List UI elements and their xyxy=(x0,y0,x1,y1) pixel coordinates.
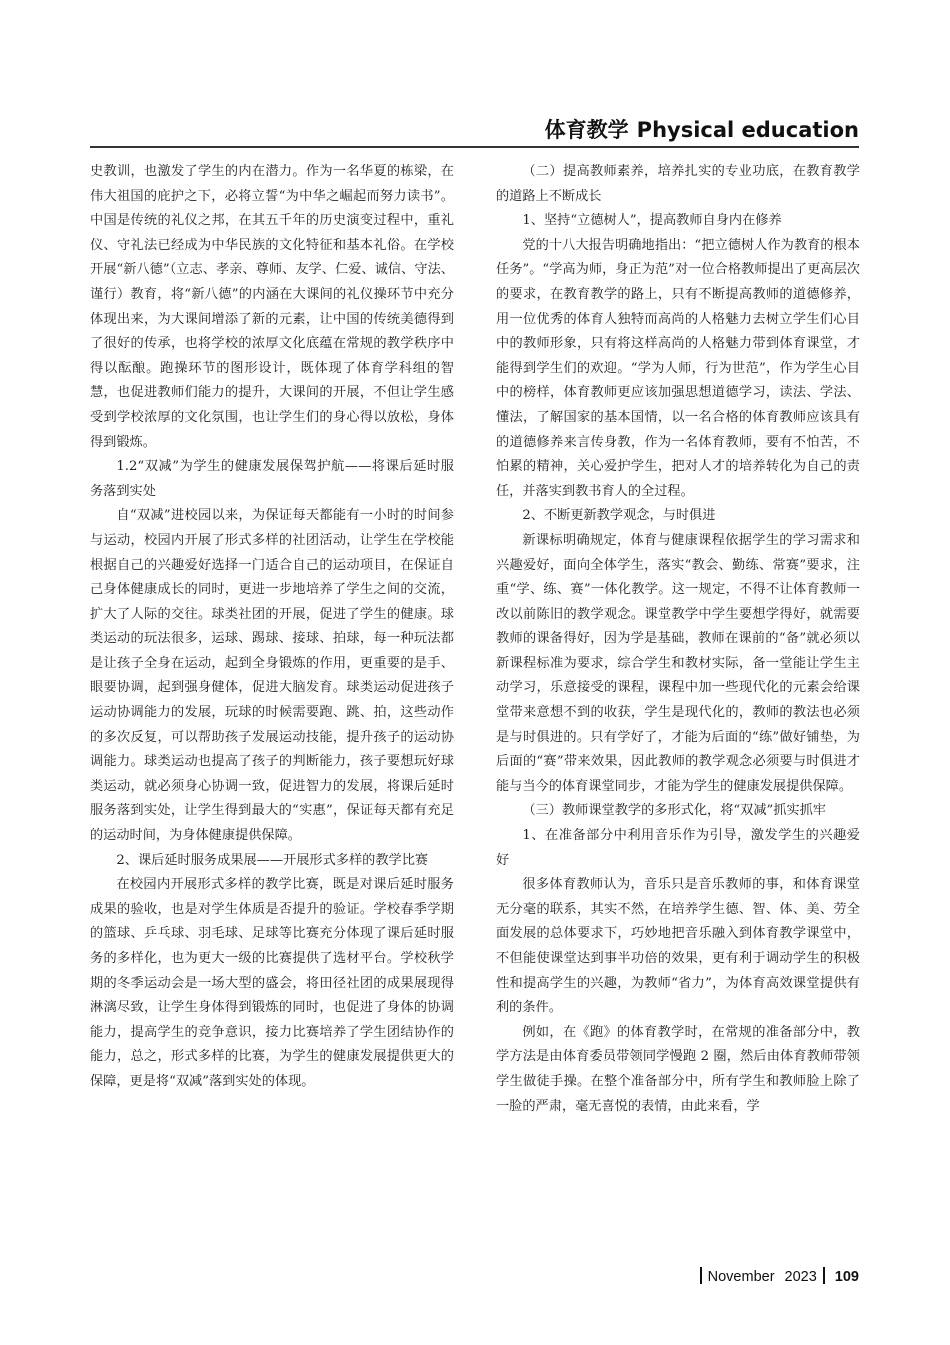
header-divider xyxy=(90,146,859,148)
paragraph: 史教训，也激发了学生的内在潜力。作为一名华夏的栋梁，在伟大祖国的庇护之下，必将立誓“为中华之崛起而努力读书”。中国是传统的礼仪之邦，在其五千年的历史演变过程中，重礼仪、守礼法已经成为中华民族的文化特征和基本礼俗。在学校开展“新八德”（立志、孝亲、尊师、友学、仁爱、诚信、守法、谨行）教育，将“新八德”的内涵在大课间的礼仪操环节中充分体现出来，为大课间增添了新的元素，让中国的传统美德得到了很好的传承，也将学校的浓厚文化底蕴在常规的教学秩序中得以酝酿。跑操环节的图形设计，既体现了体育学科组的智慧，也促进教师们能力的提升，大课间的开展，不但让学生感受到学校浓厚的文化氛围，也让学生们的身心得以放松，身体得到锻炼。 xyxy=(90,164,454,450)
section-heading: 1.2“双减”为学生的健康发展保驾护航——将课后延时服务落到实处 xyxy=(90,459,454,499)
footer-month: November xyxy=(707,1269,775,1285)
paragraph: 党的十八大报告明确地指出：“把立德树人作为教育的根本任务”。“学高为师，身正为范”对一位合格教师提出了更高层次的要求，在教育教学的路上，只有不断提高教师的道德修养，用一位优秀的体育人独特而高尚的人格魅力去树立学生们心目中的教师形象，只有将这样高尚的人格魅力带到体育课堂，才能得到学生们的欢迎。“学为人师，行为世范”，作为学生心目中的榜样，体育教师更应该加强思想道德学习，读法、学法、懂法，了解国家的基本国情，以一名合格的体育教师应该具有的道德修养来言传身教，作为一名体育教师，要有不怕苦，不怕累的精神，关心爱护学生，把对人才的培养转化为自己的责任，并落实到教书育人的全过程。 xyxy=(496,237,860,499)
section-title-en: Physical education xyxy=(636,118,859,142)
page-number: 109 xyxy=(834,1269,859,1285)
paragraph: 很多体育教师认为，音乐只是音乐教师的事，和体育课堂无分毫的联系，其实不然，在培养学生德、智、体、美、劳全面发展的总体要求下，巧妙地把音乐融入到体育教学课堂中，不但能使课堂达到事半功倍的效果，更有利于调动学生的积极性和提高学生的兴趣，为教师“省力”，为体育高效课堂提供有利的条件。 xyxy=(496,877,860,1016)
section-heading: 1、在准备部分中利用音乐作为引导，激发学生的兴趣爱好 xyxy=(496,828,860,868)
journal-section-header xyxy=(545,114,859,144)
paragraph: 自“双减”进校园以来，为保证每天都能有一小时的时间参与运动，校园内开展了形式多样的社团活动，让学生在学校能根据自己的兴趣爱好选择一门适合自己的运动项目，在保证自己身体健康成长的同时，更进一步地培养了学生之间的交流，扩大了人际的交往。球类社团的开展，促进了学生的健康。球类运动的玩法很多，运球、踢球、接球、拍球，每一种玩法都是让孩子全身在运动，起到全身锻炼的作用，更重要的是手、眼要协调，起到强身健体，促进大脑发育。球类运动促进孩子运动协调能力的发展，玩球的时候需要跑、跳、拍，这些动作的多次反复，可以帮助孩子发展运动技能，提升孩子的运动协调能力。球类运动也提高了孩子的判断能力，孩子要想玩好球类运动，就必须身心协调一致，促进智力的发展，将课后延时服务落到实处，让学生得到最大的“实惠”，保证每天都有充足的运动时间，为身体健康提供保障。 xyxy=(90,508,454,844)
footer-divider xyxy=(700,1267,702,1284)
footer-year: 2023 xyxy=(784,1269,817,1285)
paragraph: 新课标明确规定，体育与健康课程依据学生的学习需求和兴趣爱好，面向全体学生，落实“教会、勤练、常赛”要求，注重“学、练、赛”一体化教学。这一规定，不得不让体育教师一改以前陈旧的教学观念。课堂教学中学生要想学得好，就需要教师的课备得好，因为学是基础，教师在课前的“备”就必须以新课程标准为要求，综合学生和教材实际，备一堂能让学生主动学习，乐意接受的课程，课程中加一些现代化的元素会给课堂带来意想不到的收获，学生是现代化的，教师的教法也必须是与时俱进的。只有学好了，才能为后面的“练”做好铺垫，为后面的“赛”带来效果，因此教师的教学观念必须要与时俱进才能与当今的体育课堂同步，才能为学生的健康发展提供保障。 xyxy=(496,532,860,794)
section-heading: （二）提高教师素养，培养扎实的专业功底，在教育教学的道路上不断成长 xyxy=(496,164,860,204)
left-column xyxy=(90,160,454,1095)
footer-divider xyxy=(823,1267,825,1284)
right-column xyxy=(496,160,860,1119)
section-heading: （三）教师课堂教学的多形式化，将“双减”抓实抓牢 xyxy=(522,803,826,819)
section-title-cn: 体育教学 xyxy=(544,118,629,142)
paragraph: 在校园内开展形式多样的教学比赛，既是对课后延时服务成果的验收，也是对学生体质是否提升的验证。学校春季学期的篮球、乒乓球、羽毛球、足球等比赛充分体现了课后延时服务的多样化，也为更大一级的比赛提供了选材平台。学校秋学期的冬季运动会是一场大型的盛会，将田径社团的成果展现得淋漓尽致，让学生身体得到锻炼的同时，也促进了身体的协调能力，提高学生的竞争意识，接力比赛培养了学生团结协作的能力，总之，形式多样的比赛，为学生的健康发展提供更大的保障，更是将“双减”落到实处的体现。 xyxy=(90,877,454,1089)
section-heading: 2、课后延时服务成果展——开展形式多样的教学比赛 xyxy=(116,852,429,868)
paragraph: 例如，在《跑》的体育教学时，在常规的准备部分中，教学方法是由体育委员带领同学慢跑 2 圈，然后由体育教师带领学生做徒手操。在整个准备部分中，所有学生和教师脸上除了一脸的严肃，毫无喜悦的表情，由此来看，学 xyxy=(496,1024,860,1114)
section-heading: 1、坚持“立德树人”，提高教师自身内在修养 xyxy=(522,213,782,229)
section-heading: 2、不断更新教学观念，与时俱进 xyxy=(522,508,716,524)
page-footer xyxy=(700,1267,859,1285)
